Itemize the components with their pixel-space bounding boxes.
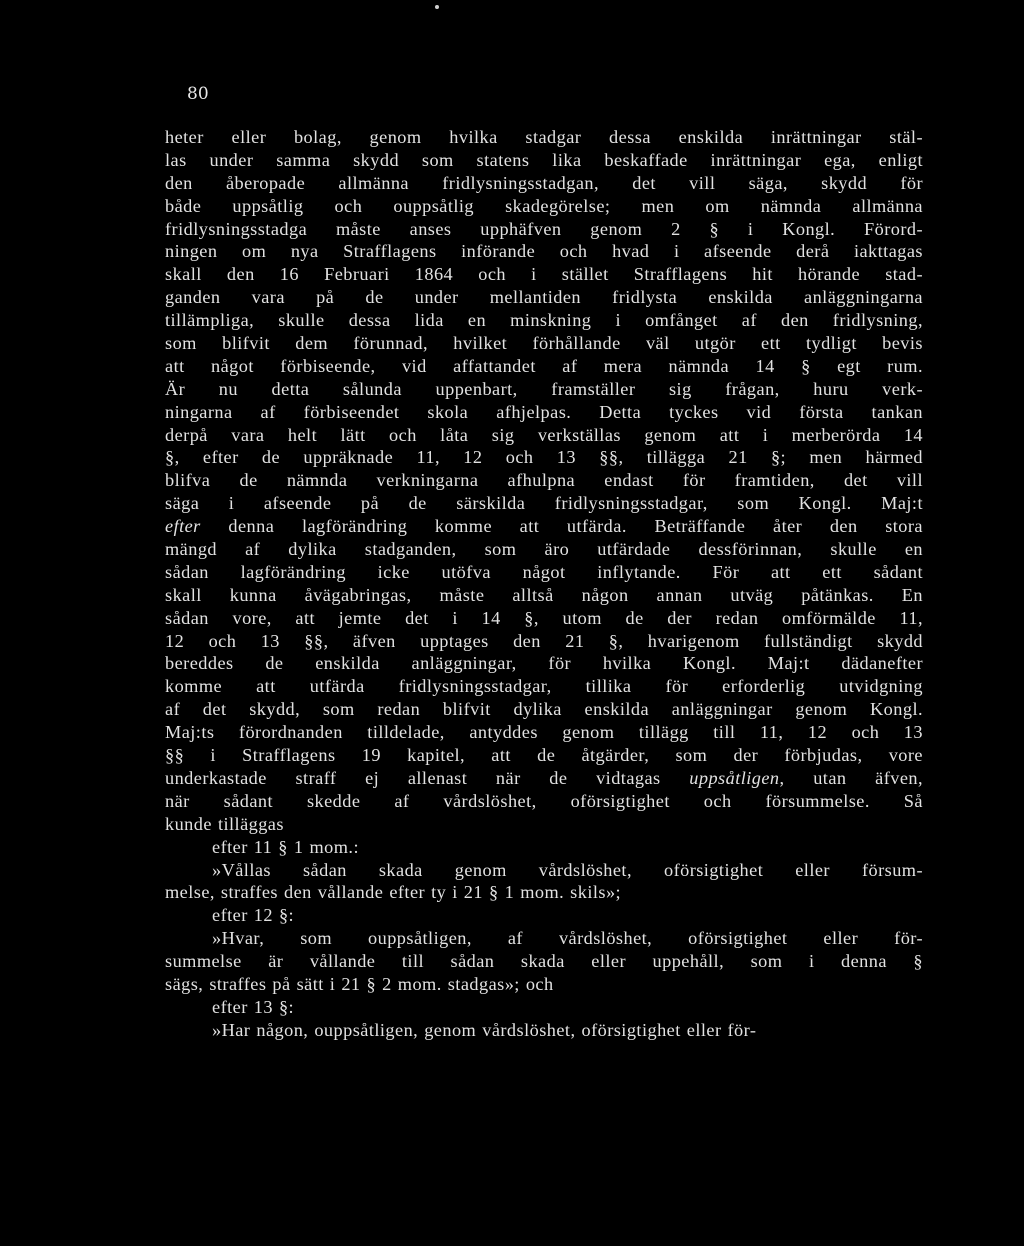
line-text: underkastade straff ej allenast när de vidtagas	[165, 767, 690, 788]
italic-word: efter	[165, 516, 201, 537]
line-text: efter 11 § 1 mom.:	[212, 836, 359, 857]
text-line	[165, 813, 923, 836]
line-text: mängd af dylika stadganden, som äro utfärdade dessförinnan, skulle en	[165, 539, 923, 560]
text-line	[165, 744, 923, 767]
line-text: tillämpliga, skulle dessa lida en minskning i omfånget af den fridlysning,	[165, 310, 923, 331]
text-line	[165, 378, 923, 401]
line-text: »Hvar, som ouppsåtligen, af vårdslöshet, oförsigtighet eller för-	[212, 928, 923, 949]
text-line	[165, 401, 923, 424]
text-line	[165, 195, 923, 218]
line-text: när sådant skedde af vårdslöshet, oförsigtighet och försummelse. Så	[165, 790, 923, 811]
line-text: efter 13 §:	[212, 996, 295, 1017]
line-text: den åberopade allmänna fridlysningsstadgan, det vill säga, skydd för	[165, 172, 923, 193]
text-line	[165, 424, 923, 447]
line-text: skall den 16 Februari 1864 och i stället Strafflagens hit hörande stad-	[165, 264, 923, 285]
text-line	[165, 950, 923, 973]
line-text: sådan vore, att jemte det i 14 §, utom de der redan omförmälde 11,	[165, 607, 923, 628]
text-line	[165, 218, 923, 241]
line-text: komme att utfärda fridlysningsstadgar, tillika för erforderlig utvidgning	[165, 676, 923, 697]
italic-word: uppsåtligen	[689, 767, 780, 788]
text-line	[165, 172, 923, 195]
text-line	[165, 721, 923, 744]
text-line	[165, 675, 923, 698]
text-line	[165, 881, 923, 904]
text-line	[165, 240, 923, 263]
text-line	[165, 973, 923, 996]
text-line	[165, 515, 923, 538]
line-text: fridlysningsstadga måste anses upphäfven genom 2 § i Kongl. Förord-	[165, 218, 923, 239]
text-line	[165, 492, 923, 515]
line-text: ganden vara på de under mellantiden fridlysta enskilda anläggningarna	[165, 287, 923, 308]
text-line	[165, 904, 923, 927]
text-line	[165, 469, 923, 492]
line-text: las under samma skydd som statens lika beskaffade inrättningar ega, enligt	[165, 149, 923, 170]
text-line	[165, 286, 923, 309]
line-text: §§ i Strafflagens 19 kapitel, att de åtgärder, som der förbjudas, vore	[165, 745, 923, 766]
text-line	[165, 561, 923, 584]
text-line	[165, 263, 923, 286]
text-line	[165, 927, 923, 950]
line-text: blifva de nämnda verkningarna afhulpna endast för framtiden, det vill	[165, 470, 923, 491]
line-text: af det skydd, som redan blifvit dylika enskilda anläggningar genom Kongl.	[165, 699, 923, 720]
line-text: kunde tilläggas	[165, 813, 284, 834]
line-text: summelse är vållande till sådan skada eller uppehåll, som i denna §	[165, 951, 923, 972]
line-text: Är nu detta sålunda uppenbart, framställer sig frågan, huru verk-	[165, 378, 923, 399]
text-line	[165, 538, 923, 561]
line-text: , utan äfven,	[779, 767, 923, 788]
line-text: som blifvit dem förunnad, hvilket förhållande väl utgör ett tydligt bevis	[165, 333, 923, 354]
text-line	[165, 309, 923, 332]
line-text: 12 och 13 §§, äfven upptages den 21 §, hvarigenom fullständigt skydd	[165, 630, 923, 651]
scan-speck	[435, 5, 439, 9]
line-text: efter 12 §:	[212, 905, 295, 926]
text-line	[165, 652, 923, 675]
text-line	[165, 859, 923, 882]
line-text: §, efter de uppräknade 11, 12 och 13 §§, tillägga 21 §; men härmed	[165, 447, 923, 468]
line-text: bereddes de enskilda anläggningar, för hvilka Kongl. Maj:t dädanefter	[165, 653, 923, 674]
text-line	[165, 332, 923, 355]
line-text: både uppsåtlig och ouppsåtlig skadegörelse; men om nämnda allmänna	[165, 195, 923, 216]
text-line	[165, 698, 923, 721]
line-text: »Vållas sådan skada genom vårdslöshet, oförsigtighet eller försum-	[212, 859, 923, 880]
line-text: Maj:ts förordnanden tilldelade, antyddes genom tillägg till 11, 12 och 13	[165, 722, 923, 743]
text-line	[165, 790, 923, 813]
line-text: melse, straffes den vållande efter ty i 21 § 1 mom. skils»;	[165, 882, 622, 903]
line-text: säga i afseende på de särskilda fridlysningsstadgar, som Kongl. Maj:t	[165, 493, 923, 514]
text-line	[165, 630, 923, 653]
text-line	[165, 126, 923, 149]
text-line	[165, 446, 923, 469]
text-line	[165, 355, 923, 378]
line-text: att något förbiseende, vid affattandet af mera nämnda 14 § egt rum.	[165, 355, 923, 376]
line-text: ningen om nya Strafflagens införande och hvad i afseende derå iakttagas	[165, 241, 923, 262]
line-text: ningarna af förbiseendet skola afhjelpas. Detta tyckes vid första tankan	[165, 401, 923, 422]
text-line	[165, 607, 923, 630]
text-line	[165, 1019, 923, 1042]
text-line	[165, 767, 923, 790]
text-line	[165, 996, 923, 1019]
text-line	[165, 149, 923, 172]
line-text: skall kunna åvägabringas, måste alltså någon annan utväg påtänkas. En	[165, 584, 923, 605]
line-text: heter eller bolag, genom hvilka stadgar dessa enskilda inrättningar stäl-	[165, 127, 923, 147]
body-text	[165, 126, 923, 1042]
line-text: »Har någon, ouppsåtligen, genom vårdslöshet, oförsigtighet eller för-	[212, 1019, 757, 1040]
line-text: sådan lagförändring icke utöfva något inflytande. För att ett sådant	[165, 561, 923, 582]
text-line	[165, 584, 923, 607]
text-line	[165, 836, 923, 859]
line-text: denna lagförändring komme att utfärda. Beträffande åter den stora	[200, 516, 923, 537]
page-number: 80	[187, 84, 209, 104]
line-text: sägs, straffes på sätt i 21 § 2 mom. stadgas»; och	[165, 973, 554, 994]
line-text: derpå vara helt lätt och låta sig verkställas genom att i merberörda 14	[165, 424, 923, 445]
